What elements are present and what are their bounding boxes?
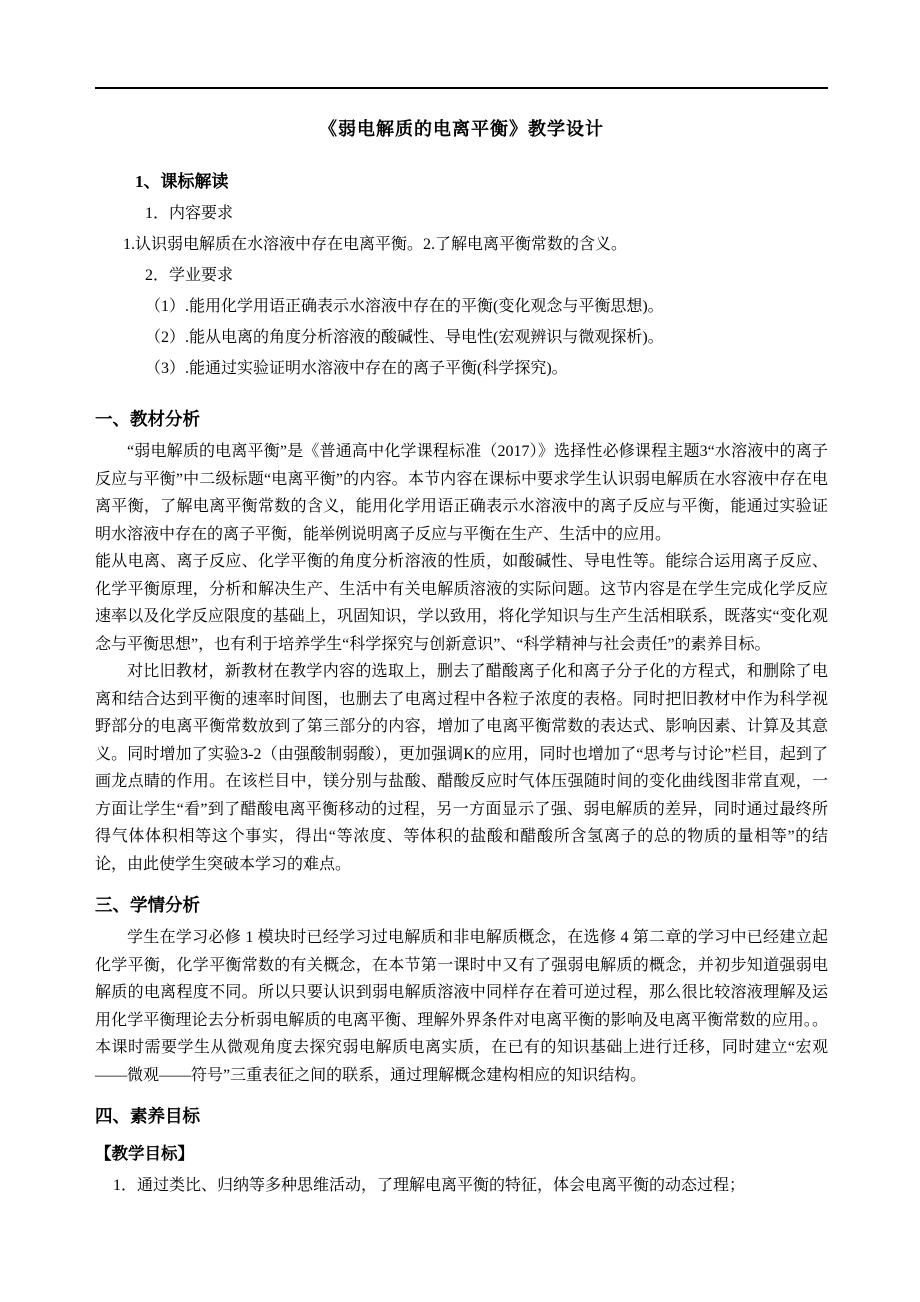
- material-analysis-para-2: 能从电离、离子反应、化学平衡的角度分析溶液的性质，如酸碱性、导电性等。能综合运用离子反应、化学平衡原理，分析和解决生产、生活中有关电解质溶液的实际问题。这节内容是在学生完成化学反应速率以及化学反应限度的基础上，巩固知识，学以致用，将化学知识与生产生活相联系，既落实“变化观念与平衡思想”，也有利于培养学生“科学探究与创新意识”、“科学精神与社会责任”的素养目标。: [95, 553, 828, 653]
- academic-requirement-label: 2．学业要求: [145, 267, 234, 284]
- requirement-item-3: （3）.能通过实验证明水溶液中存在的离子平衡(科学探究)。: [145, 360, 568, 377]
- content-requirement-text: 1.认识弱电解质在水溶液中存在电离平衡。2.了解电离平衡常数的含义。: [123, 236, 628, 253]
- requirement-item-2: （2）.能从电离的角度分析溶液的酸碱性、导电性(宏观辨识与微观探析)。: [145, 329, 664, 346]
- requirement-item-1: （1）.能用化学用语正确表示水溶液中存在的平衡(变化观念与平衡思想)。: [145, 298, 664, 315]
- learner-analysis-para: 学生在学习必修 1 模块时已经学习过电解质和非电解质概念，在选修 4 第二章的学习中已经建立起化学平衡，化学平衡常数的有关概念，在本节第一课时中又有了强弱电解质的概念，并初步知道强弱电解质的电离程度不同。所以只要认识到弱电解质溶液中同样存在着可逆过程，那么很比较溶液理解及运用化学平衡理论去分析弱电解质的电离平衡、理解外界条件对电离平衡的影响及电离平衡常数的应用。。本课时需要学生从微观角度去探究弱电解质电离实质，在已有的知识基础上进行迁移，同时建立“宏观——微观——符号”三重表征之间的联系，通过理解概念建构相应的知识结构。: [95, 929, 828, 1084]
- material-analysis-heading: 一、教材分析: [95, 409, 200, 429]
- learner-analysis-heading: 三、学情分析: [95, 895, 200, 915]
- material-analysis-para-1: “弱电解质的电离平衡”是《普通高中化学课程标准（2017）》选择性必修课程主题3“水溶液中的离子反应与平衡”中二级标题“电离平衡”的内容。本节内容在课标中要求学生认识弱电解质在水容液中存在电离平衡，了解电离平衡常数的含义，能用化学用语正确表示水溶液中的离子反应与平衡，能通过实验证明水溶液中存在的离子平衡，能举例说明离子反应与平衡在生产、生活中的应用。: [95, 443, 828, 543]
- doc-title: 《弱电解质的电离平衡》教学设计: [319, 119, 604, 139]
- teaching-goal-label: 【教学目标】: [95, 1144, 194, 1163]
- teaching-goal-item-1: 1．通过类比、归纳等多种思维活动，了理解电离平衡的特征，体会电离平衡的动态过程；: [113, 1177, 746, 1194]
- curriculum-standard-heading: 1、课标解读: [135, 172, 229, 191]
- header-rule: [95, 87, 828, 89]
- material-analysis-para-3: 对比旧教材，新教材在教学内容的选取上，删去了醋酸离子化和离子分子化的方程式，和删除了电离和结合达到平衡的速率时间图，也删去了电离过程中各粒子浓度的表格。同时把旧教材中作为科学视野部分的电离平衡常数放到了第三部分的内容，增加了电离平衡常数的表达式、影响因素、计算及其意义。同时增加了实验3-2（由强酸制弱酸），更加强调K的应用，同时也增加了“思考与讨论”栏目，起到了画龙点睛的作用。在该栏目中，镁分别与盐酸、醋酸反应时气体压强随时间的变化曲线图非常直观，一方面让学生“看”到了醋酸电离平衡移动的过程，另一方面显示了强、弱电解质的差异，同时通过最终所得气体体积相等这个事实，得出“等浓度、等体积的盐酸和醋酸所含氢离子的总的物质的量相等”的结论，由此使学生突破本学习的难点。: [95, 663, 828, 873]
- competency-goal-heading: 四、素养目标: [95, 1106, 200, 1126]
- content-requirement-label: 1．内容要求: [145, 205, 234, 222]
